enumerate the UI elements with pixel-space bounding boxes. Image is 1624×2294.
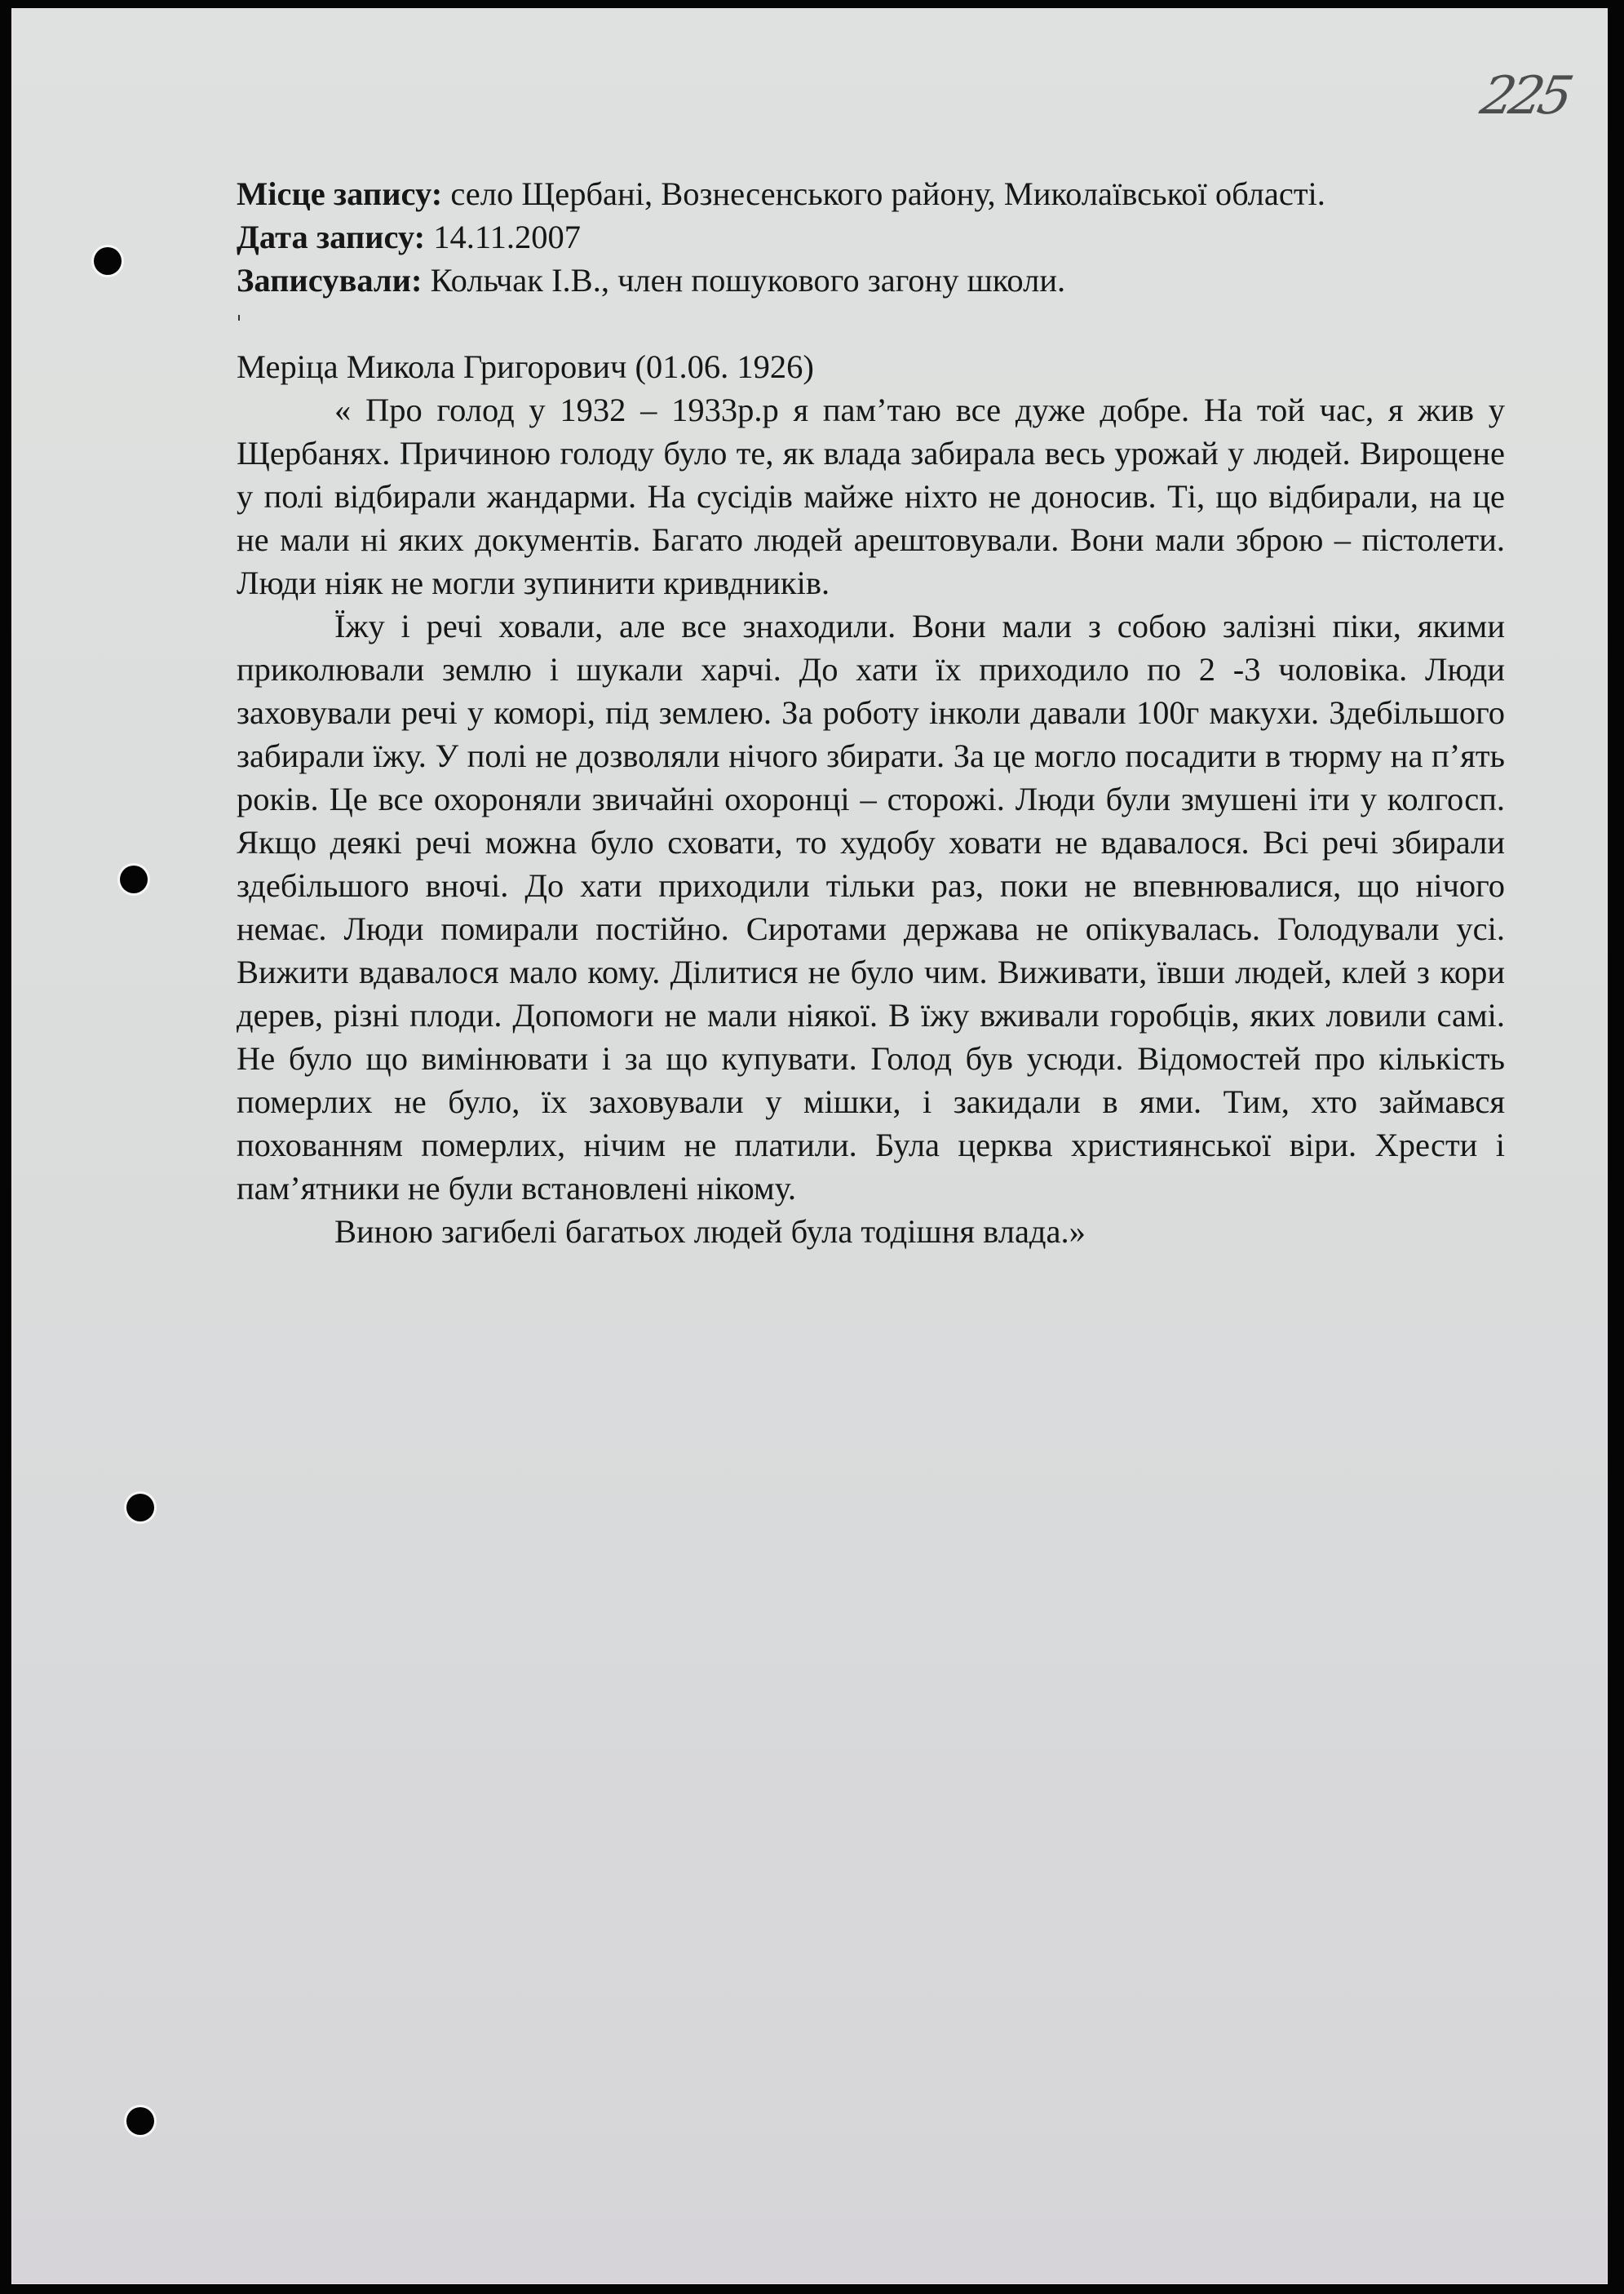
recording-date-value: 14.11.2007	[425, 219, 582, 255]
document-body	[237, 172, 1505, 1253]
stray-mark	[237, 302, 1505, 345]
scanned-page	[11, 8, 1608, 2284]
handwritten-page-number: 225	[1476, 66, 1574, 126]
punch-hole-icon	[94, 247, 122, 275]
recorded-by	[237, 259, 1505, 302]
recording-place-label: Місце запису:	[237, 175, 443, 212]
recorded-by-label: Записували:	[237, 262, 423, 299]
testimony-paragraph: Виною загибелі багатьох людей була тодішня влада.»	[334, 1213, 1086, 1250]
narrator-name: Меріца Микола Григорович (01.06. 1926)	[237, 348, 814, 385]
recording-place	[237, 172, 1505, 215]
recording-date	[237, 215, 1505, 259]
punch-hole-icon	[126, 2107, 154, 2135]
punch-hole-icon	[120, 866, 148, 893]
testimony-paragraph: Їжу і речі ховали, але все знаходили. Вони мали з собою залізні піки, якими приколювали землю і шукали харчі. До хати їх приходило по 2 -3 чоловіка. Люди заховували речі у коморі, під землею. За роботу інколи давали 100г макухи. Здебільшого забирали їжу. У полі не дозволяли нічого збирати. За це могло посадити в тюрму на п’ять років. Це все охороняли звичайні охоронці – сторожі. Люди були змушені іти у колгосп. Якщо деякі речі можна було сховати, то худобу ховати не вдавалося. Всі речі збирали здебільшого вночі. До хати приходили тільки раз, поки не впевнювалися, що нічого немає. Люди помирали постійно. Сиротами держава не опікувалась. Голодували усі. Вижити вдавалося мало кому. Ділитися не було чим. Виживати, ївши людей, клей з кори дерев, різні плоди. Допомоги не мали ніякої. В їжу вживали горобців, яких ловили самі. Не було що вимінювати і за що купувати. Голод був усюди. Відомостей про кількість померлих не було, їх заховували у мішки, і закидали в ями. Тим, хто займався похованням померлих, нічим не платили. Була церква християнської віри. Хрести і пам’ятники не були встановлені нікому.	[237, 608, 1505, 1207]
testimony-paragraph: « Про голод у 1932 – 1933р.р я пам’таю все дуже добре. На той час, я жив у Щербанях. Причиною голоду було те, як влада забирала весь урожай у людей. Вирощене у полі відбирали жандарми. На сусідів майже ніхто не доносив. Ті, що відбирали, на це не мали ні яких документів. Багато людей арештовували. Вони мали зброю – пістолети. Люди ніяк не могли зупинити кривдників.	[237, 392, 1505, 601]
recording-place-value: село Щербані, Вознесенського району, Миколаївської області.	[442, 175, 1325, 212]
recorded-by-value: Кольчак І.В., член пошукового загону школи.	[422, 262, 1066, 299]
recording-date-label: Дата запису:	[237, 219, 426, 255]
punch-hole-icon	[126, 1494, 154, 1521]
